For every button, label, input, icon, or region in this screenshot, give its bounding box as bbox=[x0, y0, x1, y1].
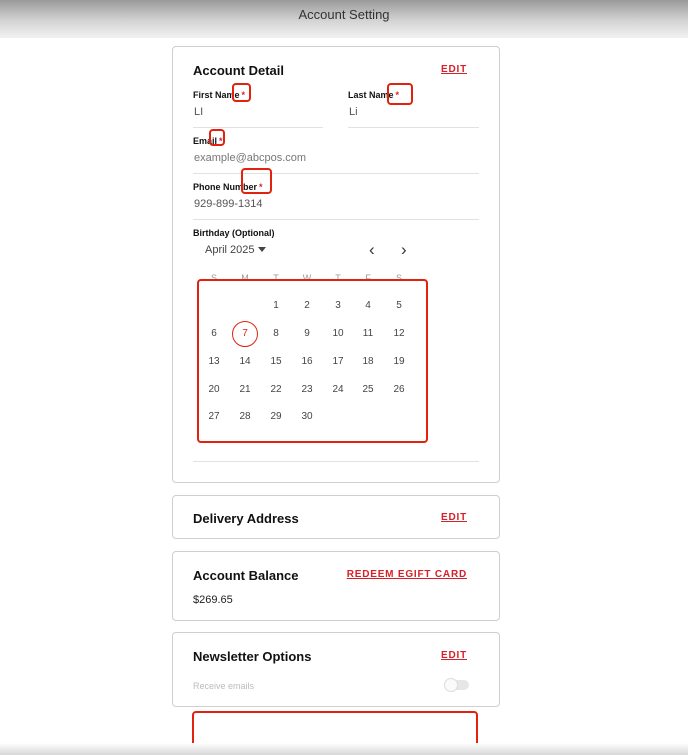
birthday-underline bbox=[193, 461, 479, 462]
calendar-day-selected[interactable]: 7 bbox=[232, 321, 258, 347]
receive-emails-label: Receive emails bbox=[193, 681, 255, 691]
calendar-day[interactable]: 15 bbox=[270, 356, 282, 367]
account-balance-card bbox=[172, 551, 500, 621]
top-bar bbox=[0, 0, 688, 38]
calendar-day[interactable]: 20 bbox=[208, 384, 220, 395]
birthday-label: Birthday (Optional) bbox=[193, 228, 275, 238]
chevron-left-icon[interactable]: ‹ bbox=[369, 240, 375, 259]
first-name-label-text: First Name bbox=[193, 90, 240, 100]
calendar-day[interactable]: 25 bbox=[362, 384, 374, 395]
weekday-label: S bbox=[210, 273, 217, 283]
calendar-day[interactable]: 24 bbox=[332, 384, 344, 395]
last-name-underline bbox=[348, 127, 479, 128]
toggle-knob bbox=[444, 678, 458, 692]
calendar-day[interactable]: 22 bbox=[270, 384, 282, 395]
weekday-label: S bbox=[395, 273, 402, 283]
receive-emails-toggle[interactable] bbox=[445, 680, 469, 690]
delivery-address-edit-button[interactable]: EDIT bbox=[441, 512, 467, 523]
phone-label-text: Phone Number bbox=[193, 182, 258, 192]
calendar-day[interactable]: 9 bbox=[304, 328, 310, 339]
email-required-highlight bbox=[209, 129, 225, 146]
account-detail-title: Account Detail bbox=[193, 63, 285, 78]
calendar-day[interactable]: 17 bbox=[332, 356, 344, 367]
first-name-required-highlight bbox=[232, 83, 251, 102]
phone-required-highlight bbox=[241, 168, 272, 194]
calendar-day[interactable]: 10 bbox=[332, 328, 344, 339]
email-underline bbox=[193, 173, 479, 174]
required-mark: * bbox=[259, 182, 263, 192]
required-mark: * bbox=[219, 136, 223, 146]
calendar-day[interactable]: 21 bbox=[239, 384, 251, 395]
calendar-day[interactable]: 4 bbox=[365, 300, 371, 311]
calendar-day[interactable]: 27 bbox=[208, 411, 220, 422]
last-name-field[interactable]: Li bbox=[349, 106, 358, 118]
calendar-day[interactable]: 11 bbox=[362, 328, 374, 339]
phone-field[interactable]: 929-899-1314 bbox=[194, 198, 263, 210]
calendar-day[interactable]: 8 bbox=[273, 328, 279, 339]
email-field[interactable]: example@abcpos.com bbox=[194, 152, 307, 164]
chevron-right-icon[interactable]: › bbox=[401, 240, 407, 259]
caret-down-icon[interactable] bbox=[258, 247, 266, 252]
last-name-required-highlight bbox=[387, 83, 413, 105]
newsletter-title: Newsletter Options bbox=[193, 649, 312, 664]
first-name-field[interactable]: LI bbox=[194, 106, 204, 118]
calendar-day[interactable]: 6 bbox=[211, 328, 217, 339]
email-label-text: Email bbox=[193, 136, 218, 146]
calendar-day[interactable]: 1 bbox=[273, 300, 279, 311]
delivery-address-title: Delivery Address bbox=[193, 511, 299, 526]
calendar-day[interactable]: 30 bbox=[301, 411, 313, 422]
weekday-label: T bbox=[335, 273, 341, 283]
month-selector[interactable]: April 2025 bbox=[205, 244, 255, 256]
account-balance-title: Account Balance bbox=[193, 568, 299, 583]
calendar-highlight bbox=[197, 279, 428, 443]
delivery-address-card bbox=[172, 495, 500, 539]
calendar-day[interactable]: 5 bbox=[396, 300, 402, 311]
calendar-day[interactable]: 29 bbox=[270, 411, 282, 422]
account-detail-edit-button[interactable]: EDIT bbox=[441, 64, 467, 75]
calendar-day[interactable]: 28 bbox=[239, 411, 251, 422]
balance-amount: $269.65 bbox=[193, 594, 233, 606]
required-mark: * bbox=[241, 90, 246, 100]
last-name-label-text: Last Name bbox=[348, 90, 394, 100]
redeem-egift-card-button[interactable]: REDEEM EGIFT CARD bbox=[346, 569, 467, 580]
calendar-day[interactable]: 26 bbox=[393, 384, 405, 395]
weekday-label: W bbox=[302, 273, 312, 283]
calendar-day[interactable]: 3 bbox=[335, 300, 341, 311]
calendar-day[interactable]: 18 bbox=[362, 356, 374, 367]
calendar-day[interactable]: 13 bbox=[208, 356, 220, 367]
newsletter-edit-button[interactable]: EDIT bbox=[441, 650, 467, 661]
bottom-shadow bbox=[0, 743, 688, 755]
newsletter-card bbox=[172, 632, 500, 707]
weekday-label: M bbox=[241, 273, 249, 283]
calendar-day[interactable]: 23 bbox=[301, 384, 313, 395]
calendar-day[interactable]: 12 bbox=[393, 328, 405, 339]
phone-underline bbox=[193, 219, 479, 220]
weekday-label: T bbox=[273, 273, 279, 283]
required-mark: * bbox=[395, 90, 400, 100]
calendar-day[interactable]: 16 bbox=[301, 356, 313, 367]
weekday-label: F bbox=[365, 273, 371, 283]
calendar-day[interactable]: 2 bbox=[304, 300, 310, 311]
first-name-underline bbox=[193, 127, 323, 128]
page-title: Account Setting bbox=[298, 7, 390, 22]
calendar-day[interactable]: 14 bbox=[239, 356, 251, 367]
calendar-day[interactable]: 19 bbox=[393, 356, 405, 367]
